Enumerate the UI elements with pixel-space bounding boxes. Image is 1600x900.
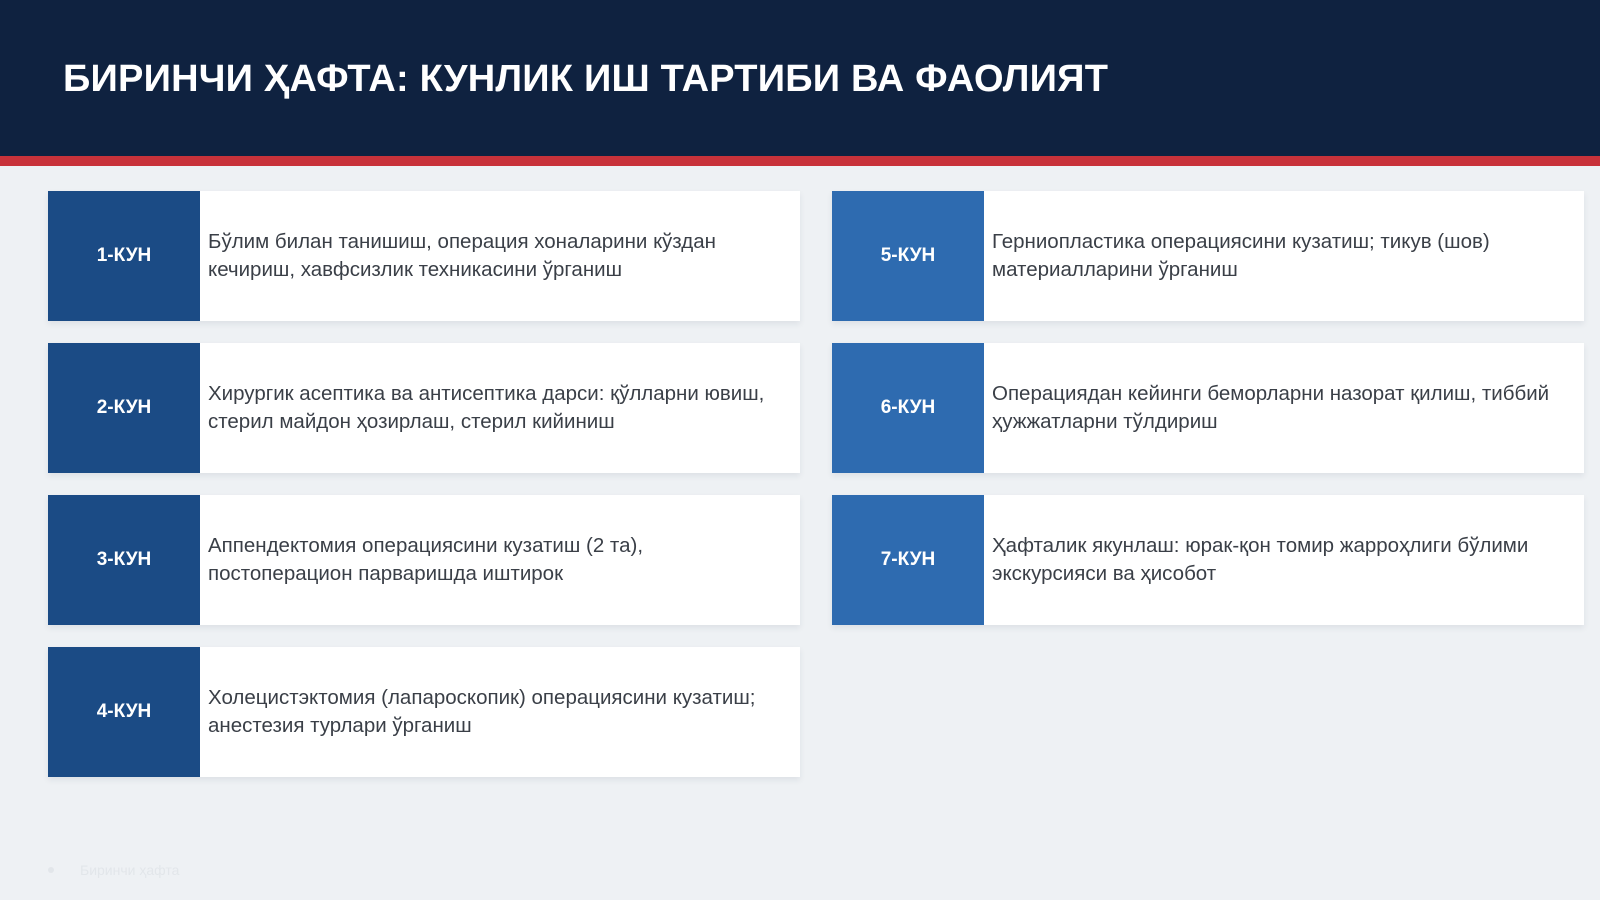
day-description-6: Операциядан кейинги беморларни назорат қилиш, тиббий ҳужжатларни тўлдириш [992, 382, 1550, 433]
day-label-4: 4-КУН [48, 647, 200, 777]
slide-header [0, 0, 1600, 160]
day-card-2 [48, 343, 800, 473]
day-label-6: 6-КУН [832, 343, 984, 473]
day-description-7: Ҳафталик якунлаш: юрак-қон томир жарроҳлиги бўлими экскурсияси ва ҳисобот [992, 534, 1529, 585]
day-card-4 [48, 647, 800, 777]
day-description-5: Герниопластика операциясини кузатиш; тикув (шов) материалларини ўрганиш [992, 230, 1490, 281]
day-card-1 [48, 191, 800, 321]
day-label-3: 3-КУН [48, 495, 200, 625]
slide-footer [48, 862, 179, 878]
day-card-7 [832, 495, 1584, 625]
day-label-5: 5-КУН [832, 191, 984, 321]
day-card-6 [832, 343, 1584, 473]
day-description-3: Аппендектомия операциясини кузатиш (2 та), постоперацион парваришда иштирок [208, 534, 644, 585]
day-label-2: 2-КУН [48, 343, 200, 473]
footer-dot-icon [48, 867, 54, 873]
footer-text: Биринчи ҳафта [80, 862, 180, 878]
accent-stripe [0, 156, 1600, 166]
day-card-3 [48, 495, 800, 625]
day-label-1: 1-КУН [48, 191, 200, 321]
day-card-5 [832, 191, 1584, 321]
day-description-4: Холецистэктомия (лапароскопик) операциясини кузатиш; анестезия турлари ўрганиш [208, 686, 756, 737]
day-label-7: 7-КУН [832, 495, 984, 625]
day-description-2: Хирургик асептика ва антисептика дарси: қўлларни ювиш, стерил майдон ҳозирлаш, стерил кийиниш [208, 382, 765, 433]
day-description-1: Бўлим билан танишиш, операция хоналарини кўздан кечириш, хавфсизлик техникасини ўрганиш [208, 230, 716, 281]
page-title: БИРИНЧИ ҲАФТА: КУНЛИК ИШ ТАРТИБИ ВА ФАОЛИЯТ [63, 58, 1109, 100]
